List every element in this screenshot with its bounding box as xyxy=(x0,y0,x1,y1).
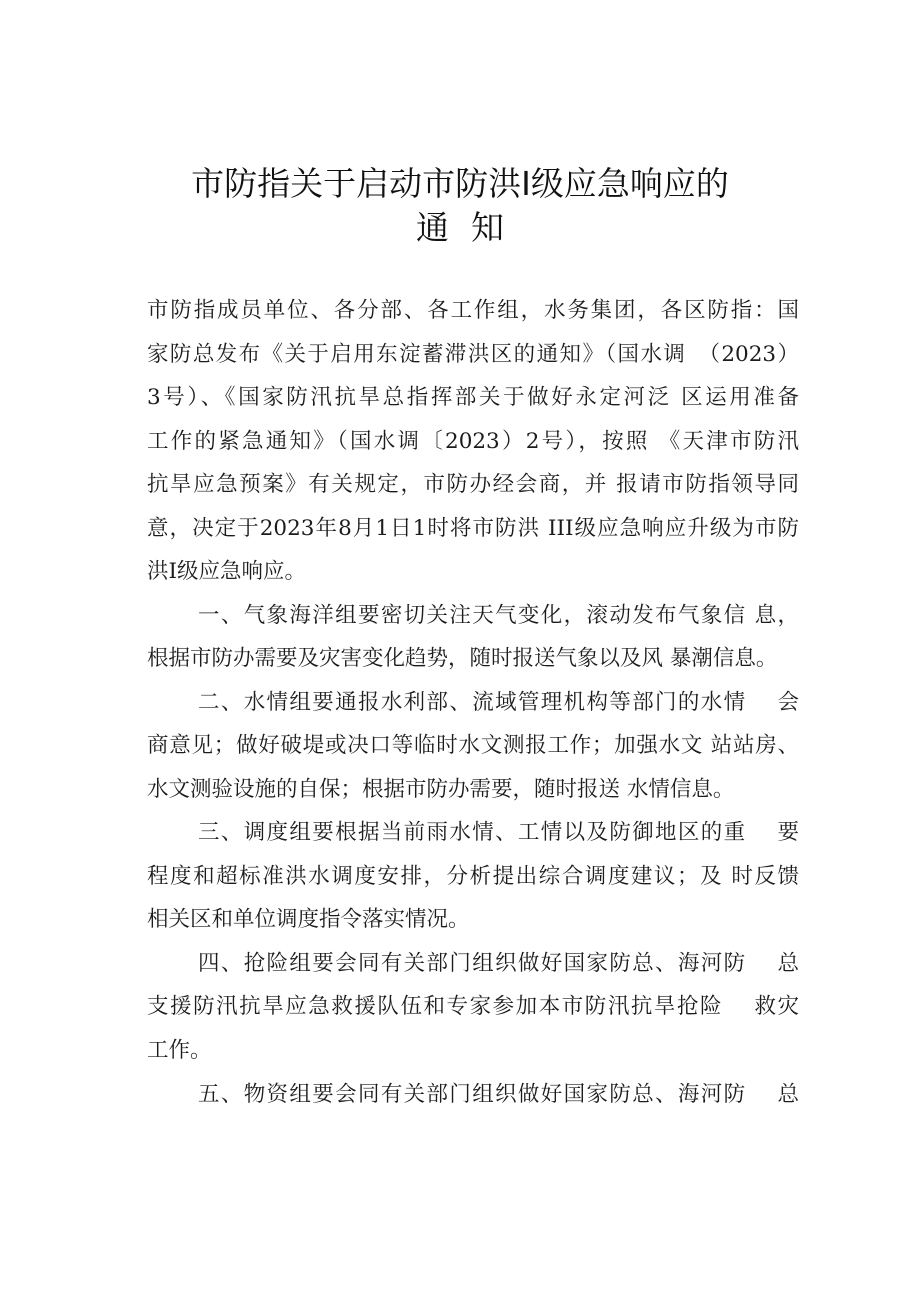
paragraph-line: 相关区和单位调度指令落实情况。 xyxy=(147,907,470,932)
paragraph-line: 洪I级应急响应。 xyxy=(147,559,306,584)
paragraph-line: 抗旱应急预案》有关规定，市防办经会商，并 报请市防指领导同 xyxy=(147,472,799,497)
paragraph-line: 3号）、《国家防汛抗旱总指挥部关于做好永定河泛 区运用准备 xyxy=(147,385,799,410)
paragraph-line: 市防指成员单位、各分部、各工作组，水务集团，各区防指：国 xyxy=(147,298,799,323)
paragraph-line: 意，决定于2023年8月1日1时将市防洪 III级应急响应升级为市防 xyxy=(147,516,799,541)
document-title-line-1: 市防指关于启动市防洪Ⅰ级应急响应的 xyxy=(191,164,729,203)
paragraph-line: 三、调度组要根据当前雨水情、工情以及防御地区的重 要 xyxy=(198,820,799,845)
paragraph-line: 商意见；做好破堤或决口等临时水文测报工作；加强水文 站站房、 xyxy=(147,733,799,758)
paragraph-line: 五、物资组要会同有关部门组织做好国家防总、海河防 总 xyxy=(198,1082,799,1107)
paragraph-line: 程度和超标准洪水调度安排，分析提出综合调度建议；及 时反馈 xyxy=(147,864,799,889)
paragraph-line: 支援防汛抗旱应急救援队伍和专家参加本市防汛抗旱抢险 救灾 xyxy=(147,994,799,1019)
paragraph-line: 一、气象海洋组要密切关注天气变化，滚动发布气象信 息， xyxy=(198,603,799,628)
paragraph-line: 四、抢险组要会同有关部门组织做好国家防总、海河防 总 xyxy=(198,951,799,976)
paragraph-line: 工作的紧急通知》（国水调〔2023）2号），按照 《天津市防汛 xyxy=(147,429,799,454)
document-title-line-2: 通知 xyxy=(416,208,526,247)
paragraph-line: 根据市防办需要及灾害变化趋势，随时报送气象以及风 暴潮信息。 xyxy=(147,646,778,671)
paragraph-line: 家防总发布《关于启用东淀蓄滞洪区的通知》（国水调 （2023） xyxy=(147,342,799,367)
paragraph-line: 二、水情组要通报水利部、流域管理机构等部门的水情 会 xyxy=(198,690,799,715)
paragraph-line: 水文测验设施的自保；根据市防办需要，随时报送 水情信息。 xyxy=(147,777,735,802)
paragraph-line: 工作。 xyxy=(147,1038,212,1063)
